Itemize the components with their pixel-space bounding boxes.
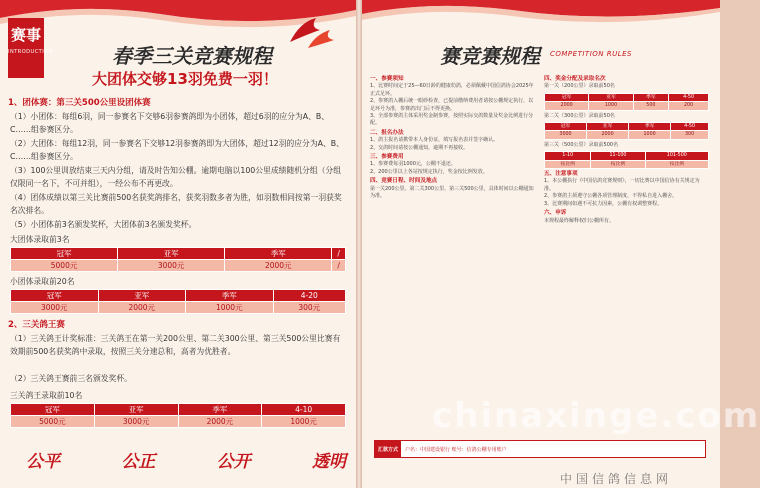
- table-cell: 冠军: [11, 404, 95, 416]
- table-cell: 3000元: [11, 302, 99, 314]
- table-cell: 1000元: [262, 416, 346, 428]
- table-cell: 200: [669, 102, 709, 110]
- rules-column-right: [544, 74, 709, 225]
- table-cell: 亚军: [94, 404, 178, 416]
- rules-column-left: [370, 74, 535, 201]
- table-cell: 按比例: [591, 160, 645, 168]
- king-caption: 三关鸽王录取前10名: [10, 391, 83, 400]
- rules-text: 第一关（200公里）录取前50名: [544, 83, 615, 90]
- rules-text: 第二关（300公里）录取前50名: [544, 112, 615, 119]
- rules-text: 本规程最终解释权归公棚所有。: [544, 217, 615, 224]
- intro-tag-sub: INTRODUCTION: [8, 49, 53, 55]
- right-page-title-en: COMPETITION RULES: [550, 50, 632, 58]
- table-cell: 2000元: [225, 260, 332, 272]
- big-team-prize-table: [10, 247, 346, 272]
- table-cell: 4-10: [262, 404, 346, 416]
- stage2-prize-table: [544, 122, 709, 140]
- table-cell: 4-20: [273, 290, 345, 302]
- table-cell: 1000: [589, 102, 633, 110]
- remittance-bar: [374, 440, 706, 458]
- rules-text: 3、比赛期间如遇不可抗力因素，公棚有权调整赛程。: [544, 200, 663, 207]
- slogan: [26, 447, 346, 472]
- remittance-label: 汇款方式: [375, 441, 401, 457]
- stage1-prize-table: [544, 93, 709, 111]
- rules-text: 1、鸽主报名请携带本人身份证，填写报名表并签字确认。: [370, 137, 499, 144]
- table-cell: 3000元: [94, 416, 178, 428]
- table-cell: 4-50: [669, 93, 709, 101]
- big-team-caption: 大团体录取前3名: [10, 235, 70, 244]
- rules-heading: 五、注意事项: [544, 171, 578, 178]
- rules-heading: 二、报名办法: [370, 129, 404, 136]
- red-wave-banner-right: [362, 0, 720, 34]
- slogan-word: 公平: [26, 452, 60, 472]
- small-team-prize-table: [10, 289, 346, 314]
- king-rule-2: （2）三关鸽王赛前三名颁发奖杯。: [10, 374, 132, 383]
- promo-subtitle: 大团体交够13羽免费一羽！: [92, 70, 278, 88]
- table-cell: /: [332, 248, 346, 260]
- table-cell: 按比例: [545, 160, 591, 168]
- table-cell: 亚军: [118, 248, 225, 260]
- table-cell: 11-100: [591, 152, 645, 160]
- rules-heading: 六、申诉: [544, 210, 567, 217]
- team-rule-1: （1）小团体：每组6羽，同一参赛名下交够6羽参赛鸽即为小团体，超过6羽的应分为A、B、C……组参赛区分。: [10, 112, 330, 134]
- table-cell: 4-50: [671, 123, 709, 131]
- table-cell: 5000元: [11, 260, 118, 272]
- king-rule-1: （1）三关鸽王计奖标准：三关鸽王在第一关200公里、第二关300公里、第三关500公里比赛有效期前500名获奖鸽中录取，按照三关分速总和，高者为优胜者。: [10, 334, 341, 356]
- rules-text: 2、参赛鸽主须遵守公棚各项管理制度，不得私自进入棚舍。: [544, 193, 678, 200]
- table-cell: 亚军: [589, 93, 633, 101]
- table-cell: 冠军: [545, 123, 587, 131]
- table-cell: /: [332, 260, 346, 272]
- table-cell: 按比例: [645, 160, 708, 168]
- rules-text: 1、比赛时间定于25—60日龄的健康幼鸽，必须佩戴中国信鸽协会2025年正式足环。: [370, 83, 534, 97]
- site-watermark-cn: 中国信鸽信息网: [560, 472, 673, 486]
- table-cell: 1-10: [545, 152, 591, 160]
- table-cell: 1000: [629, 131, 671, 139]
- king-prize-table: [10, 403, 346, 428]
- rules-text: 第三关（500公里）录取前500名: [544, 141, 619, 148]
- rules-heading: 四、奖金分配及录取名次: [544, 76, 606, 82]
- table-cell: 季军: [629, 123, 671, 131]
- rules-heading: 四、竞赛日程、时间及地点: [370, 178, 438, 185]
- table-cell: 2000: [545, 102, 589, 110]
- slogan-word: 透明: [311, 452, 346, 472]
- table-cell: 5000元: [11, 416, 95, 428]
- table-cell: 300: [671, 131, 709, 139]
- table-cell: 2000: [587, 131, 629, 139]
- table-cell: 季军: [225, 248, 332, 260]
- rules-text: 1、本公棚执行《中国信鸽竞赛规则》，一切比赛以中国信协有关规定为准。: [544, 178, 700, 192]
- left-page-title: 春季三关竞赛规程: [112, 44, 272, 68]
- table-cell: 2000元: [178, 416, 262, 428]
- table-cell: 冠军: [11, 248, 118, 260]
- rules-text: 2、参赛鸽入棚后统一眼砂检查，已提前缴纳费用者请按公棚规定执行，以足环号为准，参赛鸽出门后不得更换。: [370, 98, 534, 112]
- table-cell: 亚军: [98, 290, 186, 302]
- rules-text: 第一关200公里、第二关300公里、第三关500公里，具体时间以公棚通知为准。: [370, 185, 534, 200]
- section-king-heading: 2、三关鸽王赛: [8, 320, 65, 330]
- dove-icon: [280, 12, 340, 52]
- table-cell: 500: [633, 102, 669, 110]
- rules-heading: 三、参赛费用: [370, 154, 404, 161]
- table-cell: 3000元: [118, 260, 225, 272]
- table-cell: 300元: [273, 302, 345, 314]
- table-cell: 3000: [545, 131, 587, 139]
- table-cell: 2000元: [98, 302, 186, 314]
- rules-text: 2、200公里以上各站按规定执行，奖金按比例发放。: [370, 168, 488, 175]
- table-cell: 季军: [186, 290, 274, 302]
- section-team-heading: 1、团体赛：第三关500公里设团体赛: [8, 98, 151, 108]
- team-rule-2: （2）大团体：每组12羽，同一参赛名下交够12羽参赛鸽即为大团体，超过12羽的应分为A、B、C……组参赛区分。: [10, 139, 344, 161]
- rules-text: 3、全部参赛鸽主体采用奖金制参赛，按照实际交鸽数量及奖金比例进行分配。: [370, 113, 534, 127]
- team-rule-4: （4）团体成绩以第三关比赛前500名获奖鸽排名，获奖羽数多者为胜，如羽数相同按第一羽获奖名次排名。: [10, 193, 342, 215]
- table-cell: 冠军: [11, 290, 99, 302]
- stage3-prize-table: [544, 151, 709, 169]
- table-cell: 冠军: [545, 93, 589, 101]
- table-cell: 亚军: [587, 123, 629, 131]
- team-rule-5: （5）小团体前3名颁发奖杯，大团体前3名颁发奖杯。: [10, 220, 197, 229]
- table-cell: 1000元: [186, 302, 274, 314]
- slogan-word: 公正: [121, 452, 156, 472]
- table-cell: 季军: [178, 404, 262, 416]
- table-cell: 季军: [633, 93, 669, 101]
- slogan-word: 公开: [216, 452, 251, 472]
- rules-text: 1、参赛费每羽1000元，公棚不退还。: [370, 161, 456, 168]
- team-rule-3: （3）100公里训放结束三天内分组，请及时告知公棚。逾期电脑以100公里成绩随机分组（分组仅限同一名下，不可并组），一经公布不再更改。: [10, 166, 342, 188]
- remittance-text: 户名：中国建设银行 账号：信鸽公棚专用账户: [405, 446, 507, 453]
- intro-tag-main: 赛事: [10, 26, 41, 44]
- rules-heading: 一、参赛须知: [370, 76, 404, 82]
- table-cell: 101-500: [645, 152, 708, 160]
- small-team-caption: 小团体录取前20名: [10, 277, 75, 286]
- site-watermark: chinaxinge.com: [432, 396, 760, 436]
- right-page-title: 赛竞赛规程: [440, 44, 540, 68]
- intro-tag: [8, 18, 53, 78]
- rules-text: 2、交鸽时间请按公棚通知，逾期不再接收。: [370, 144, 469, 151]
